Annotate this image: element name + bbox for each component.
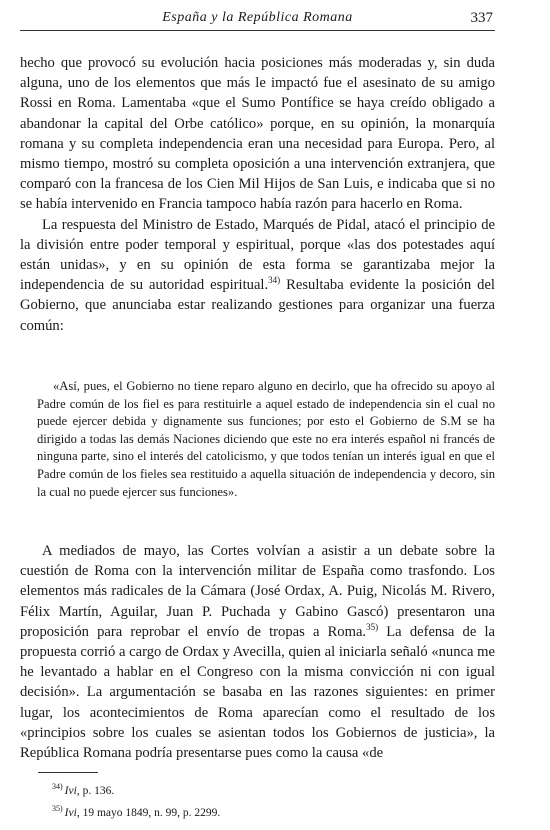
footnotes xyxy=(52,780,492,824)
quote-text: «Así, pues, el Gobierno no tiene reparo alguno en decirlo, que ha ofrecido su apoyo al Padre común de los fiel es para restituirle a aquel estado de independencia sin el cual no puede ejercer debida y dignamente sus funciones; por esto el Gobierno de S.M se ha dirigido a todas las demás Naciones diciendo que este no era interés español ni francés de ninguna parte, sino el interés del catolicismo, y que todos tenían un interés igual en que el Padre común de los fieles sea restituido a aquella situación de independencia y decoro, sin la cual no puede ejercer sus funciones». xyxy=(37,379,495,499)
block-quote xyxy=(37,378,495,501)
page-number: 337 xyxy=(470,10,493,26)
body-text-block-1 xyxy=(20,53,495,336)
footnote-text: , p. 136. xyxy=(76,785,115,797)
paragraph-3-text: A mediados de mayo, las Cortes volvían a asistir a un debate sobre la cuestión de Roma con la intervención militar de España como trasfondo. Los elementos más radicales de la Cámara (José Ordax, A. Puig, Nicolás M. Rivero, Félix Martín, Aguilar, Juan P. Puchada y Gabino Gascó) presentaron una proposición para reprobar el envío de tropas a Roma. xyxy=(20,543,495,640)
running-head: España y la República Romana xyxy=(162,10,353,25)
paragraph-2 xyxy=(20,215,495,336)
footnote-35 xyxy=(52,802,492,824)
body-text-block-2 xyxy=(20,541,495,763)
footnote-ref-34[interactable]: 34) xyxy=(268,275,281,286)
footnote-mark: 34) xyxy=(52,782,63,792)
paragraph-2-continuation: Resultaba evidente la posición del Gobierno, que anunciaba estar realizando gestiones para organizar una fuerza común: xyxy=(20,277,495,334)
footnote-ivi: Ivi xyxy=(64,785,77,797)
footnote-divider xyxy=(38,772,98,773)
footnote-ivi: Ivi xyxy=(64,807,77,819)
footnote-34 xyxy=(52,780,492,802)
paragraph-2-text: La respuesta del Ministro de Estado, Marqués de Pidal, atacó el principio de la división entre poder temporal y espiritual, porque «las dos potestades aquí están unidas», y en su opinión de esta forma se garantizaba mejor la independencia de su autoridad espiritual. xyxy=(20,216,495,294)
paragraph-3-continuation: La defensa de la propuesta corrió a cargo de Ordax y Avecilla, quien al iniciarla señaló «nunca me he levantado a hablar en el Congreso con la misma convicción ni con igual decisión». La argumentación se basaba en las razones siguientes: en primer lugar, los acontecimientos de Roma aparecían como el resultado de los «principios sobre los cuales se asientan todos los Gobiernos de justicia», la República Romana podría presentarse pues como la causa «de xyxy=(20,623,496,762)
paragraph-1: hecho que provocó su evolución hacia posiciones más moderadas y, sin duda alguna, uno de los elementos que más le impactó fue el asesinato de su amigo Rossi en Roma. Lamentaba «que el Sumo Pontífice se haya creído obligado a abandonar la capital del Orbe católico» porque, en su opinión, la monarquía romana y su completa independencia eran una necesidad para Europa. Pero, al mismo tiempo, mostró su completa oposición a una intervención extranjera, que comparó con la francesa de los Cien Mil Hijos de San Luis, e indicaba que si no se había intervenido en Francia tampoco había razón para hacerlo en Roma. xyxy=(20,55,495,213)
footnote-mark: 35) xyxy=(52,804,63,814)
footnote-ref-35[interactable]: 35) xyxy=(366,621,379,632)
footnote-text: , 19 mayo 1849, n. 99, p. 2299. xyxy=(76,807,221,819)
paragraph-3 xyxy=(20,541,495,763)
page-header xyxy=(20,4,495,31)
